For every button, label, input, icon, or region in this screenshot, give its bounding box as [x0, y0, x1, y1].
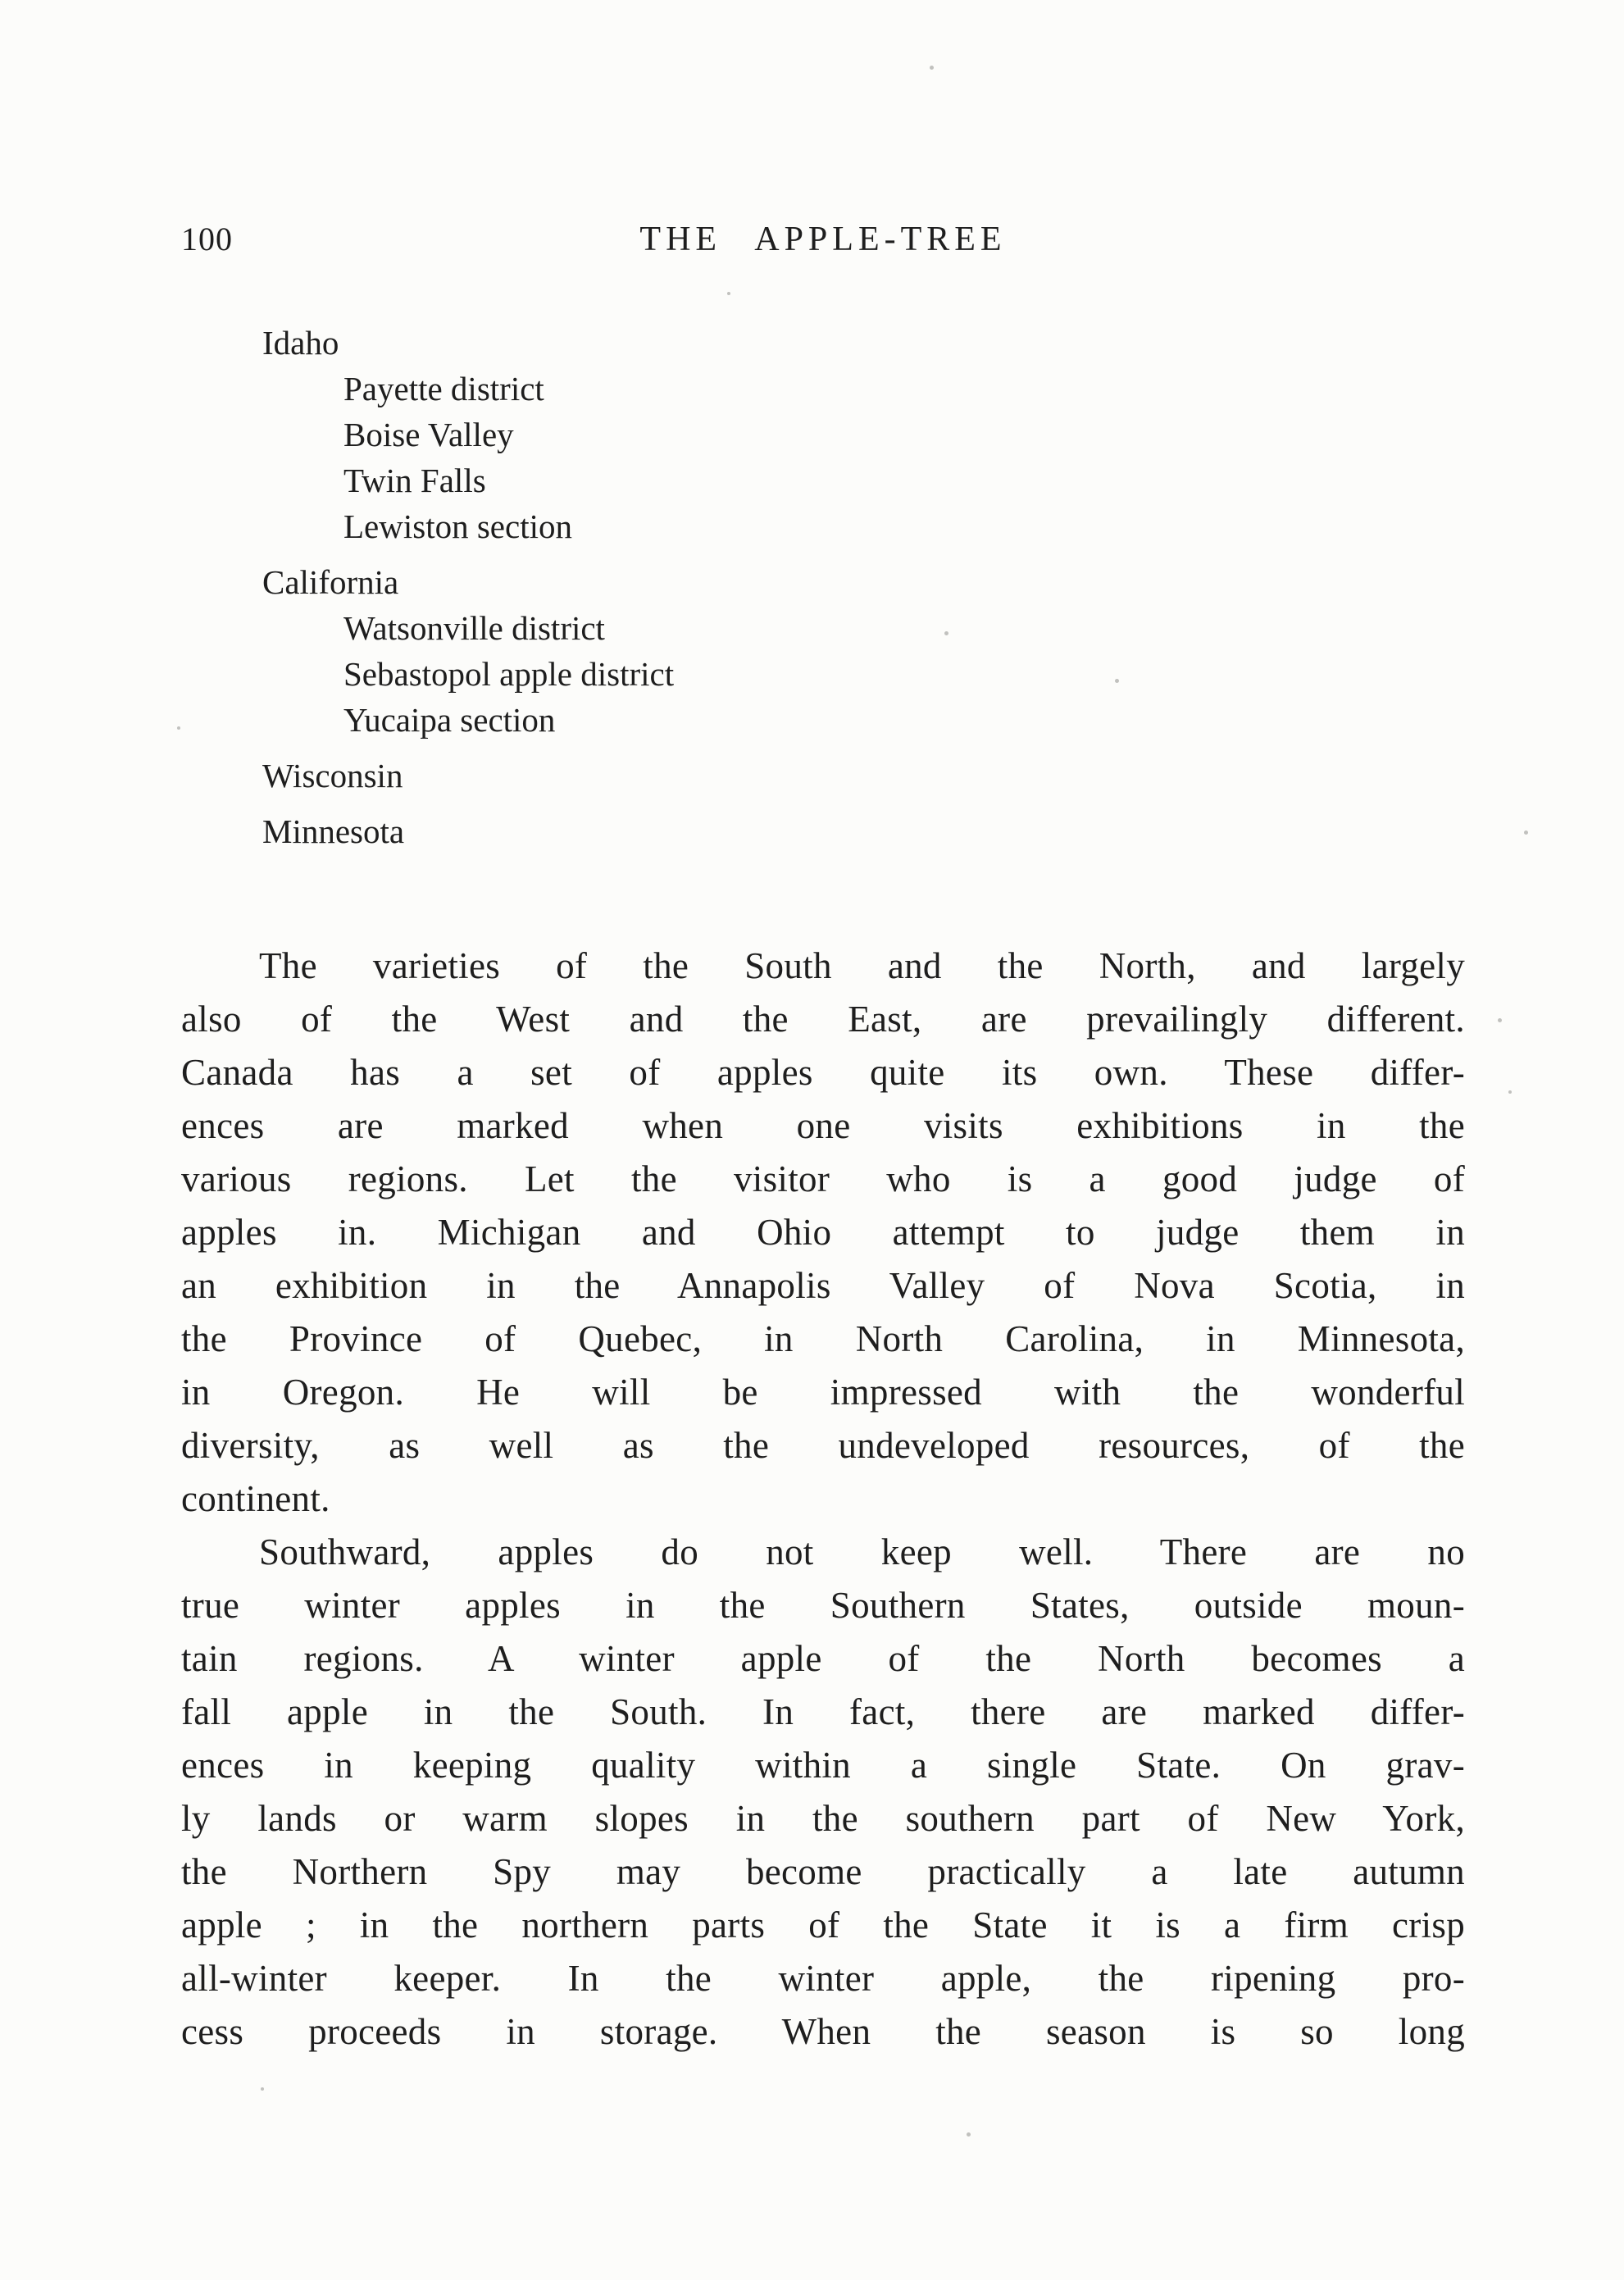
text-line: the Province of Quebec, in North Carolina, in Minnesota, — [181, 1318, 1465, 1359]
running-title: THE APPLE-TREE — [639, 221, 1007, 258]
text-line: diversity, as well as the undeveloped resources, of the — [181, 1425, 1465, 1466]
text-line: ly lands or warm slopes in the southern part of New York, — [181, 1798, 1465, 1839]
text-line: fall apple in the South. In fact, there are marked differ- — [181, 1691, 1465, 1732]
scan-speck — [727, 292, 730, 295]
scan-speck — [930, 66, 934, 70]
region-list-item: Watsonville district — [343, 609, 605, 647]
text-line: in Oregon. He will be impressed with the wonderful — [181, 1372, 1465, 1413]
text-line: apple ; in the northern parts of the State it is a firm crisp — [181, 1905, 1465, 1946]
scan-speck — [1524, 831, 1528, 835]
text-line: also of the West and the East, are prevailingly different. — [181, 999, 1465, 1040]
region-list-item: Idaho — [262, 324, 339, 362]
page-number: 100 — [181, 221, 233, 257]
paragraph — [181, 1526, 1465, 2059]
scan-speck — [261, 2087, 264, 2091]
region-list-item: Minnesota — [262, 812, 405, 850]
region-list-item: Boise Valley — [343, 416, 514, 453]
body-text — [181, 940, 1465, 2059]
scan-speck — [1508, 1090, 1512, 1094]
text-line: ences in keeping quality within a single State. On grav- — [181, 1745, 1465, 1786]
text-line: The varieties of the South and the North, and largely — [259, 945, 1465, 986]
text-line: tain regions. A winter apple of the North becomes a — [181, 1638, 1465, 1679]
text-line: cess proceeds in storage. When the season is so long — [181, 2011, 1465, 2052]
text-line: apples in. Michigan and Ohio attempt to judge them in — [181, 1212, 1465, 1253]
text-line: continent. — [181, 1478, 330, 1519]
region-list-item: Twin Falls — [343, 462, 486, 499]
paragraph — [181, 940, 1465, 1526]
region-list-item: Sebastopol apple district — [343, 655, 675, 693]
text-line: the Northern Spy may become practically a late autumn — [181, 1851, 1465, 1892]
region-list-item: California — [262, 563, 399, 601]
scan-speck — [177, 726, 180, 730]
text-line: all-winter keeper. In the winter apple, the ripening pro- — [181, 1958, 1465, 1999]
text-line: Canada has a set of apples quite its own. These differ- — [181, 1052, 1465, 1093]
text-line: an exhibition in the Annapolis Valley of Nova Scotia, in — [181, 1265, 1465, 1306]
text-line: ences are marked when one visits exhibitions in the — [181, 1105, 1465, 1146]
scan-speck — [1115, 679, 1119, 683]
region-list-item: Yucaipa section — [343, 701, 556, 739]
region-list-item: Lewiston section — [343, 507, 572, 545]
region-list — [181, 320, 1465, 854]
scan-speck — [1498, 1018, 1502, 1022]
text-line: Southward, apples do not keep well. There are no — [259, 1531, 1465, 1572]
scan-speck — [944, 631, 948, 635]
text-line: true winter apples in the Southern States, outside moun- — [181, 1585, 1465, 1626]
page-header — [181, 220, 1465, 266]
scan-speck — [967, 2132, 971, 2137]
region-list-item: Wisconsin — [262, 757, 403, 794]
text-line: various regions. Let the visitor who is a good judge of — [181, 1158, 1465, 1199]
region-list-item: Payette district — [343, 370, 544, 407]
